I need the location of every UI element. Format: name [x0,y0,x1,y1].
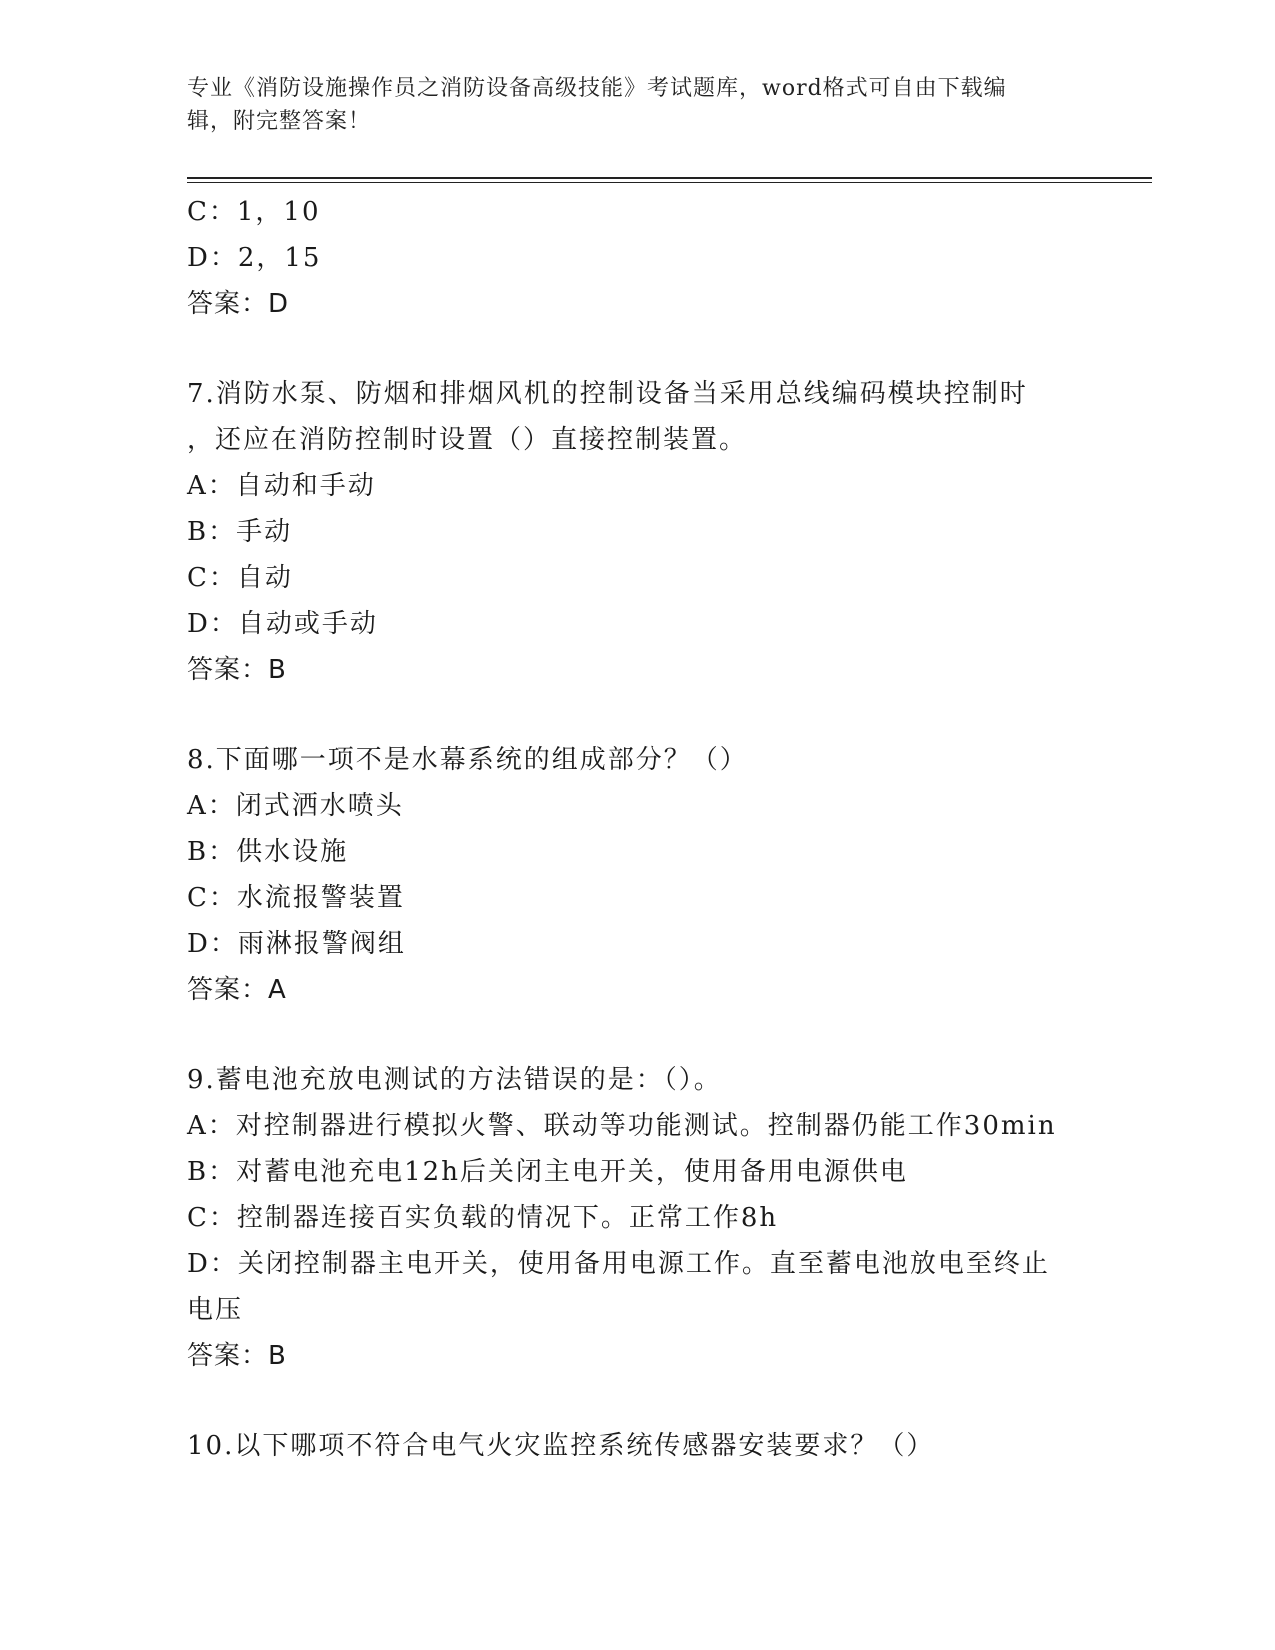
header-divider-thick [187,177,1152,179]
question-10 [187,1423,1087,1469]
spacer [187,1013,1087,1057]
option-b: B：手动 [187,517,293,547]
option-d: D：雨淋报警阀组 [187,929,406,959]
option-a: A：闭式洒水喷头 [187,791,404,821]
spacer [187,1379,1087,1423]
option-d: D：自动或手动 [187,609,378,639]
spacer [187,327,1087,371]
answer-line: 答案：D [187,289,290,319]
question-8 [187,737,1087,1013]
option-d: D：2，15 [187,243,322,273]
question-7 [187,371,1087,693]
option-c: C：水流报警装置 [187,883,405,913]
question-stem-line: 9.蓄电池充放电测试的方法错误的是：（）。 [187,1065,722,1095]
spacer [187,693,1087,737]
question-stem-line: 7.消防水泵、防烟和排烟风机的控制设备当采用总线编码模块控制时 [187,379,1028,409]
option-b: B：供水设施 [187,837,349,867]
answer-line: 答案：A [187,975,287,1005]
question-stem-line: 8.下面哪一项不是水幕系统的组成部分？（） [187,745,748,775]
question-stem-line: ，还应在消防控制时设置（）直接控制装置。 [187,425,748,455]
option-d: D：关闭控制器主电开关，使用备用电源工作。直至蓄电池放电至终止 [187,1249,1050,1279]
answer-line: 答案：B [187,655,287,685]
option-c: C：自动 [187,563,293,593]
option-a: A：自动和手动 [187,471,376,501]
option-d-continued: 电压 [187,1295,244,1325]
question-list [187,189,1087,1469]
header-title-line-2: 辑，附完整答案！ [187,109,372,134]
question-6-continued [187,189,1087,327]
option-c: C：控制器连接百实负载的情况下。正常工作8h [187,1203,779,1233]
option-a: A：对控制器进行模拟火警、联动等功能测试。控制器仍能工作30min [187,1111,1057,1141]
document-header [187,72,1067,138]
answer-line: 答案：B [187,1341,287,1371]
option-b: B：对蓄电池充电12h后关闭主电开关，使用备用电源供电 [187,1157,908,1187]
question-stem-line: 10.以下哪项不符合电气火灾监控系统传感器安装要求？（） [187,1431,935,1461]
header-title-line-1: 专业《消防设施操作员之消防设备高级技能》考试题库，word格式可自由下载编 [187,76,1007,101]
option-c: C：1，10 [187,197,321,227]
header-divider-thin [187,182,1152,183]
question-9 [187,1057,1087,1379]
